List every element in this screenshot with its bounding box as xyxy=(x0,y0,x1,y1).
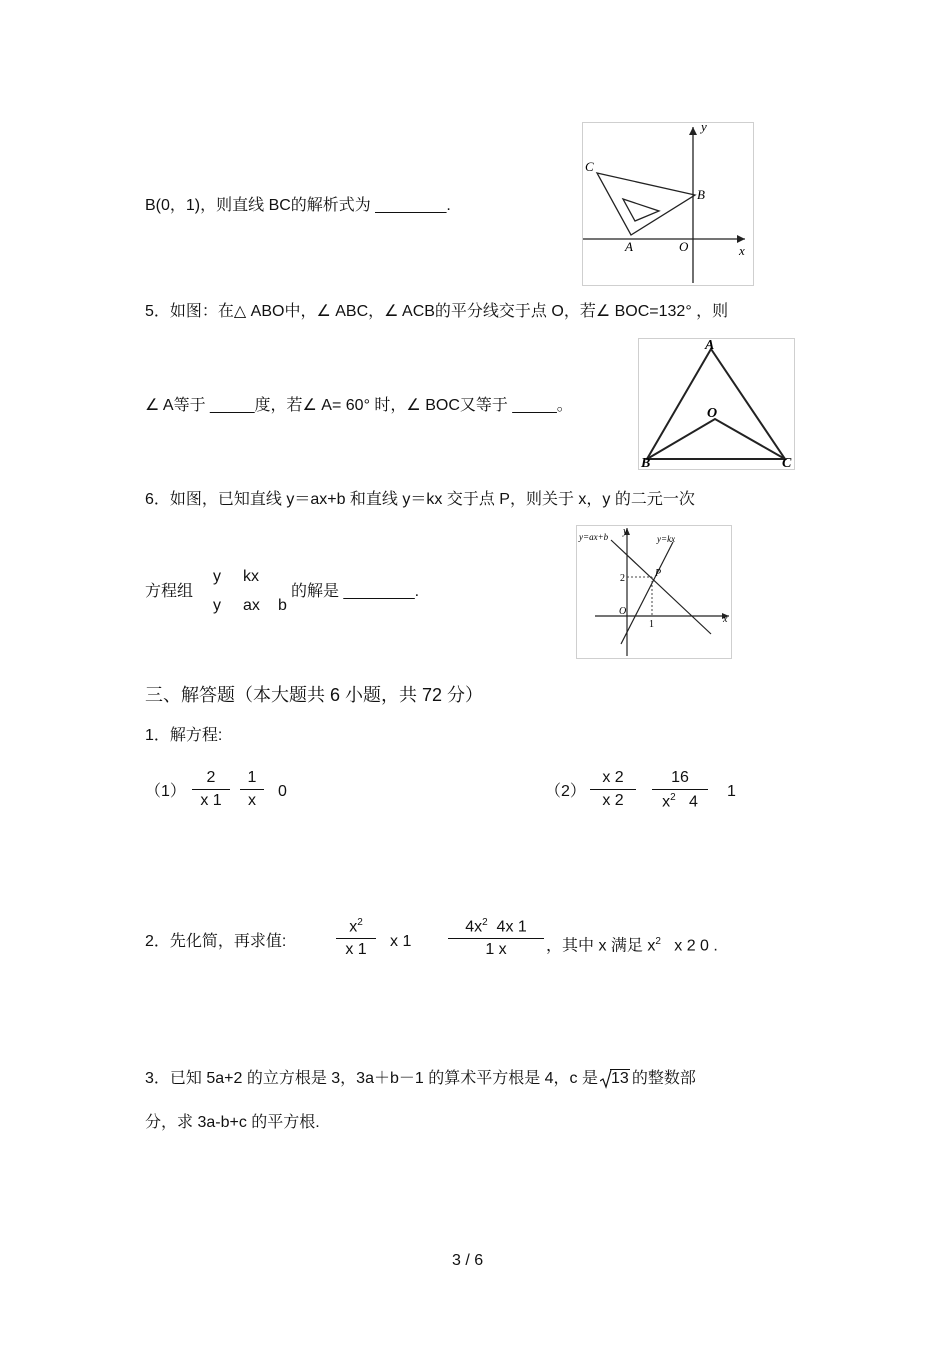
p1-part1-label: （1） xyxy=(145,783,186,800)
fig-label-b: B xyxy=(697,187,705,202)
p2-frac1 xyxy=(336,917,376,959)
p1-title: 1．解方程: xyxy=(145,727,223,744)
q6-figure xyxy=(576,525,732,659)
fig5-label-c: C xyxy=(782,456,792,469)
p3-line2: 分，求 3a-b+c 的平方根. xyxy=(145,1114,320,1131)
fraction-bar xyxy=(336,938,376,939)
q6-suffix: 的解是 ________. xyxy=(291,583,420,600)
p1-part1-frac2 xyxy=(240,769,264,810)
page-number: 3 / 6 xyxy=(452,1252,484,1269)
p1-part2-label: （2） xyxy=(545,783,586,800)
fig6-label-1: 1 xyxy=(649,619,654,630)
fig5-label-a: A xyxy=(705,339,715,353)
fig-label-x: x xyxy=(739,243,745,258)
frac-numerator: x 2 xyxy=(602,769,624,786)
fraction-bar xyxy=(448,938,544,939)
q6-sys-r2c: b xyxy=(278,597,287,614)
frac-denominator: 1 x xyxy=(485,941,507,959)
q6-sys-r1b: kx xyxy=(243,568,259,585)
fig6-label-2: 2 xyxy=(620,573,625,584)
fig5-label-b: B xyxy=(641,456,651,469)
fig6-label-x: x xyxy=(723,614,728,625)
frac-denominator: x xyxy=(248,792,256,809)
q4-text: B(0，1)，则直线 BC的解析式为 ________. xyxy=(145,197,451,214)
fig6-label-line1: y=ax+b xyxy=(579,532,609,542)
sqrt-expression: 13 xyxy=(600,1069,630,1089)
frac-numerator: 1 xyxy=(247,769,257,786)
frac-numerator: 16 xyxy=(671,769,689,786)
fraction-bar xyxy=(590,789,636,790)
fraction-bar xyxy=(652,789,708,790)
q6-line1: 6．如图，已知直线 y＝ax+b 和直线 y＝kx 交于点 P，则关于 x，y 的二元一次 xyxy=(145,491,695,508)
q5-line2: ∠ A等于 _____度，若∠ A= 60° 时，∠ BOC又等于 _____。 xyxy=(145,397,573,414)
fraction-bar xyxy=(240,789,264,790)
p2-prefix: 2．先化简，再求值: xyxy=(145,933,287,950)
fig-label-o: O xyxy=(679,239,689,254)
fig-label-a: A xyxy=(625,239,633,254)
fig6-label-line2: y=kx xyxy=(657,534,676,544)
fig5-label-o: O xyxy=(707,406,718,421)
frac-numerator: 2 xyxy=(206,769,216,786)
fraction-bar xyxy=(192,789,230,790)
p2-condition: ，其中 x 满足 $x^2$ x 2 0 . xyxy=(546,936,718,955)
p1-part2-frac2 xyxy=(652,769,708,811)
frac-denominator: x 1 xyxy=(345,941,367,959)
section-title: 三、解答题（本大题共 6 小题，共 72 分） xyxy=(145,685,484,705)
q6-sys-r1a: y xyxy=(213,568,221,585)
q4-figure xyxy=(582,122,754,286)
fig6-label-p: P xyxy=(655,568,662,579)
fig-label-y: y xyxy=(701,123,707,134)
frac-numerator: $x^2$ xyxy=(349,917,363,936)
q6-sys-r2a: y xyxy=(213,597,221,614)
fig6-label-y: y xyxy=(623,526,628,537)
q5-line1: 5．如图：在△ ABO中，∠ ABC，∠ ACB的平分线交于点 O，若∠ BOC=132° ，则 xyxy=(145,303,729,320)
q6-sys-r2b: ax xyxy=(243,597,260,614)
p1-part1-rhs: 0 xyxy=(278,783,287,800)
p2-frac2 xyxy=(448,917,544,959)
p1-part2-rhs: 1 xyxy=(727,783,736,800)
p1-part1-frac1 xyxy=(192,769,230,810)
q6-prefix: 方程组 xyxy=(145,583,194,600)
sqrt-icon xyxy=(600,1069,612,1089)
frac-denominator: x 2 xyxy=(602,792,624,809)
fig-label-c: C xyxy=(585,159,594,174)
fig6-label-o: O xyxy=(619,606,627,617)
frac-numerator: $4x^2$ 4x 1 xyxy=(465,917,527,936)
frac-denominator: $x^2$ 4 xyxy=(662,792,698,811)
frac-denominator: x 1 xyxy=(200,792,222,809)
p1-part2-frac1 xyxy=(590,769,636,810)
p3-line1: 3．已知 5a+2 的立方根是 3，3a＋b－1 的算术平方根是 4，c 是 13 的整数部 xyxy=(145,1070,696,1087)
p2-mid: x 1 xyxy=(390,933,412,950)
q5-figure xyxy=(638,338,795,470)
